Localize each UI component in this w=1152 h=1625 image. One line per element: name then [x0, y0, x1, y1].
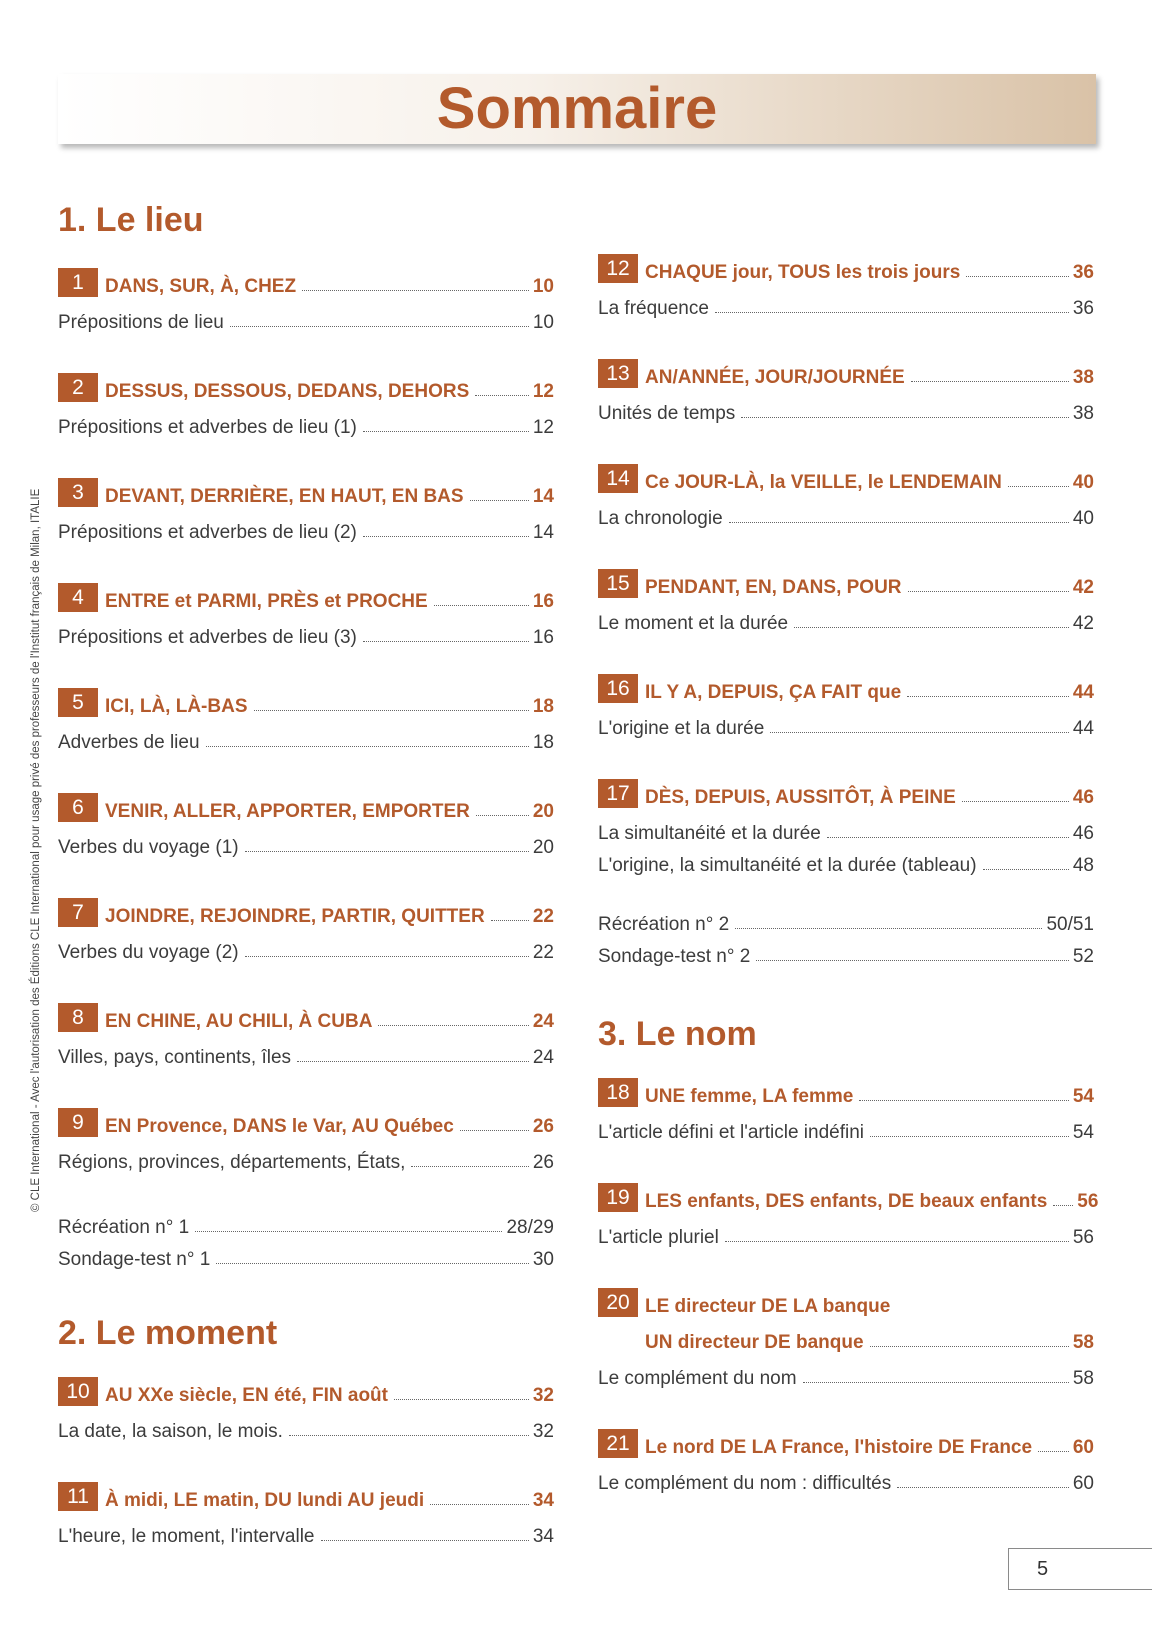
dot-leader	[1038, 1451, 1069, 1452]
lesson-subtitle: Verbes du voyage (2)	[58, 942, 239, 963]
lesson-number-badge: 2	[58, 373, 98, 402]
lesson-number-badge: 3	[58, 478, 98, 507]
lesson-subtitle: La chronologie	[598, 508, 723, 529]
section-title-lieu: 1. Le lieu	[58, 201, 204, 239]
lesson-page: 58	[1072, 1332, 1094, 1353]
dot-leader	[230, 326, 529, 327]
lesson-number-badge: 17	[598, 779, 638, 808]
lesson-number-badge: 18	[598, 1078, 638, 1107]
lesson-subtitle: La date, la saison, le mois.	[58, 1421, 283, 1442]
dot-leader	[460, 1130, 529, 1131]
lesson-sub-page: 24	[532, 1047, 554, 1068]
lesson-page: 12	[532, 381, 554, 402]
lesson-sub-row	[598, 704, 1094, 740]
lesson-sub-row	[598, 845, 1094, 877]
lesson-heading-row	[58, 1371, 554, 1407]
lesson-page: 20	[532, 801, 554, 822]
lesson-page: 18	[532, 696, 554, 717]
dot-leader	[411, 1166, 528, 1167]
lesson-page: 54	[1072, 1086, 1094, 1107]
lesson-heading: AU XXe siècle, EN été, FIN août	[105, 1385, 388, 1406]
lesson-sub-row	[58, 508, 554, 544]
dot-leader	[908, 591, 1069, 592]
dot-leader	[1008, 486, 1069, 487]
dot-leader	[911, 381, 1069, 382]
extra-page: 52	[1072, 946, 1094, 967]
lesson-sub-page: 26	[532, 1152, 554, 1173]
lesson-sub-page: 38	[1072, 403, 1094, 424]
lesson-heading: Ce JOUR-LÀ, la VEILLE, le LENDEMAIN	[645, 472, 1002, 493]
dot-leader	[302, 290, 529, 291]
lesson-sub-page: 20	[532, 837, 554, 858]
lesson-entry	[598, 773, 1094, 877]
lesson-entry	[598, 1282, 1094, 1390]
lesson-entry	[58, 682, 554, 754]
lesson-heading-row	[598, 353, 1094, 389]
lesson-entry	[598, 1423, 1094, 1495]
dot-leader	[297, 1061, 529, 1062]
lesson-number-badge: 10	[58, 1377, 98, 1406]
lesson-heading-row	[598, 248, 1094, 284]
lesson-sub-page: 22	[532, 942, 554, 963]
lesson-page: 26	[532, 1116, 554, 1137]
dot-leader	[434, 605, 529, 606]
dot-leader	[216, 1263, 529, 1264]
lesson-heading-row	[58, 472, 554, 508]
lesson-number-badge: 14	[598, 464, 638, 493]
lesson-heading-row	[598, 668, 1094, 704]
lesson-sub-page: 56	[1072, 1227, 1094, 1248]
lesson-entry	[598, 1072, 1094, 1144]
lesson-heading-row	[58, 1102, 554, 1138]
lesson-page: 60	[1072, 1437, 1094, 1458]
lesson-entry	[598, 668, 1094, 740]
lesson-sub-row	[598, 284, 1094, 320]
lesson-heading: AN/ANNÉE, JOUR/JOURNÉE	[645, 367, 905, 388]
lesson-page: 24	[532, 1011, 554, 1032]
dot-leader	[983, 869, 1069, 870]
extra-row	[58, 1207, 554, 1239]
extra-label: Récréation n° 2	[598, 914, 730, 935]
lesson-sub-page: 32	[532, 1421, 554, 1442]
lesson-sub-row	[58, 403, 554, 439]
lesson-page: 42	[1072, 577, 1094, 598]
lesson-number-badge: 7	[58, 898, 98, 927]
lesson-sub-page: 46	[1072, 823, 1094, 844]
dot-leader	[206, 746, 529, 747]
lesson-sub-page: 10	[532, 312, 554, 333]
lesson-heading: JOINDRE, REJOINDRE, PARTIR, QUITTER	[105, 906, 485, 927]
lesson-number-badge: 21	[598, 1429, 638, 1458]
lesson-sub-page: 60	[1072, 1473, 1094, 1494]
right-column	[598, 248, 1099, 1528]
lesson-subtitle: Unités de temps	[598, 403, 736, 424]
lesson-entry	[598, 1177, 1099, 1249]
lesson-sub-row	[598, 1354, 1094, 1390]
lesson-subtitle: Prépositions et adverbes de lieu (1)	[58, 417, 357, 438]
lesson-entry	[58, 472, 554, 544]
extras-lieu	[58, 1207, 554, 1271]
lesson-sub-row	[58, 298, 554, 334]
lesson-heading-row	[58, 1476, 554, 1512]
lesson-page: 44	[1072, 682, 1094, 703]
lesson-number-badge: 12	[598, 254, 638, 283]
lesson-heading: DESSUS, DESSOUS, DEDANS, DEHORS	[105, 381, 470, 402]
lesson-number-badge: 8	[58, 1003, 98, 1032]
lesson-sub-row	[58, 1138, 554, 1174]
dot-leader	[859, 1100, 1069, 1101]
lesson-heading-row	[598, 1177, 1099, 1213]
dot-leader	[966, 276, 1069, 277]
lesson-heading-line2: UN directeur DE banque	[645, 1332, 864, 1353]
lesson-entry	[58, 1371, 554, 1443]
lesson-heading-row	[598, 458, 1094, 494]
lesson-list-moment-b	[598, 248, 1094, 877]
copyright-note: © CLE International - Avec l'autorisation des Éditions CLE International pour usage privé des professeurs de l'Institut français de Milan, ITALIE	[30, 488, 42, 1212]
lesson-heading: Le nord DE LA France, l'histoire DE France	[645, 1437, 1033, 1458]
dot-leader	[729, 522, 1069, 523]
lesson-heading-row	[58, 682, 554, 718]
dot-leader	[827, 837, 1069, 838]
lesson-sub-page: 44	[1072, 718, 1094, 739]
lesson-heading: DANS, SUR, À, CHEZ	[105, 276, 297, 297]
lesson-page: 32	[532, 1385, 554, 1406]
lesson-heading: LES enfants, DES enfants, DE beaux enfants	[645, 1191, 1048, 1212]
lesson-heading-row	[598, 563, 1094, 599]
lesson-page: 56	[1077, 1191, 1099, 1212]
lesson-sub-row	[58, 1407, 554, 1443]
lesson-list-moment-a	[58, 1371, 554, 1548]
lesson-sub-row	[598, 1213, 1094, 1249]
lesson-heading-row	[58, 262, 554, 298]
dot-leader	[735, 928, 1042, 929]
dot-leader	[430, 1504, 529, 1505]
lesson-entry	[58, 367, 554, 439]
lesson-sub-page: 58	[1072, 1368, 1094, 1389]
lesson-subtitle: Régions, provinces, départements, États,	[58, 1152, 406, 1173]
lesson-page: 16	[532, 591, 554, 612]
lesson-entry	[58, 787, 554, 859]
extra-label: Sondage-test n° 2	[598, 946, 751, 967]
lesson-sub-row	[598, 494, 1094, 530]
lesson-entry	[598, 458, 1094, 530]
lesson-heading-row-2	[598, 1318, 1094, 1354]
lesson-entry	[598, 563, 1094, 635]
dot-leader	[491, 920, 529, 921]
lesson-sub-row	[58, 1033, 554, 1069]
lesson-subtitle: Le complément du nom	[598, 1368, 797, 1389]
dot-leader	[741, 417, 1069, 418]
dot-leader	[289, 1435, 529, 1436]
lesson-number-badge: 1	[58, 268, 98, 297]
lesson-page: 22	[532, 906, 554, 927]
lesson-sub-row	[598, 1108, 1094, 1144]
lesson-subtitle: Verbes du voyage (1)	[58, 837, 239, 858]
lesson-number-badge: 20	[598, 1288, 638, 1317]
lesson-sub-page: 42	[1072, 613, 1094, 634]
extra-row	[58, 1239, 554, 1271]
dot-leader	[363, 641, 529, 642]
lesson-number-badge: 5	[58, 688, 98, 717]
dot-leader	[1053, 1205, 1073, 1206]
lesson-sub-row	[598, 809, 1094, 845]
extra-page: 28/29	[506, 1217, 554, 1238]
lesson-heading: DÈS, DEPUIS, AUSSITÔT, À PEINE	[645, 787, 956, 808]
lesson-list-nom	[598, 1072, 1099, 1495]
lesson-page: 38	[1072, 367, 1094, 388]
lesson-heading-row	[58, 787, 554, 823]
lesson-heading: ENTRE et PARMI, PRÈS et PROCHE	[105, 591, 428, 612]
lesson-sub-page: 12	[532, 417, 554, 438]
lesson-heading: EN Provence, DANS le Var, AU Québec	[105, 1116, 454, 1137]
lesson-sub-row	[598, 389, 1094, 425]
lesson-subtitle: L'article défini et l'article indéfini	[598, 1122, 864, 1143]
lesson-subtitle: Prépositions et adverbes de lieu (2)	[58, 522, 357, 543]
lesson-sub-row	[58, 928, 554, 964]
lesson-heading-row	[58, 577, 554, 613]
dot-leader	[476, 815, 529, 816]
lesson-heading: DEVANT, DERRIÈRE, EN HAUT, EN BAS	[105, 486, 464, 507]
lesson-sub-row	[598, 1459, 1094, 1495]
lesson-number-badge: 15	[598, 569, 638, 598]
lesson-subtitle: Adverbes de lieu	[58, 732, 200, 753]
lesson-number-badge: 19	[598, 1183, 638, 1212]
lesson-entry	[598, 353, 1094, 425]
dot-leader	[770, 732, 1069, 733]
lesson-number-badge: 11	[58, 1482, 98, 1511]
lesson-sub-page: 34	[532, 1526, 554, 1547]
lesson-subtitle: La simultanéité et la durée	[598, 823, 821, 844]
dot-leader	[907, 696, 1069, 697]
dot-leader	[794, 627, 1069, 628]
extra-row	[598, 936, 1094, 968]
dot-leader	[725, 1241, 1069, 1242]
lesson-sub-page: 36	[1072, 298, 1094, 319]
lesson-sub-row	[58, 613, 554, 649]
lesson-heading: LE directeur DE LA banque	[645, 1296, 891, 1317]
lesson-heading: IL Y A, DEPUIS, ÇA FAIT que	[645, 682, 902, 703]
lesson-number-badge: 16	[598, 674, 638, 703]
lesson-heading: VENIR, ALLER, APPORTER, EMPORTER	[105, 801, 470, 822]
lesson-page: 40	[1072, 472, 1094, 493]
lesson-sub-page: 40	[1072, 508, 1094, 529]
dot-leader	[962, 801, 1069, 802]
lesson-heading: ICI, LÀ, LÀ-BAS	[105, 696, 248, 717]
dot-leader	[245, 851, 529, 852]
lesson-entry	[58, 577, 554, 649]
lesson-subtitle: La fréquence	[598, 298, 709, 319]
dot-leader	[870, 1346, 1069, 1347]
lesson-number-badge: 13	[598, 359, 638, 388]
lesson-heading-row	[598, 1072, 1094, 1108]
lesson-sub-row	[58, 823, 554, 859]
lesson-subtitle: L'origine, la simultanéité et la durée (tableau)	[598, 855, 977, 876]
dot-leader	[363, 431, 529, 432]
lesson-sub-row	[58, 1512, 554, 1548]
lesson-sub-page: 14	[532, 522, 554, 543]
lesson-subtitle: Prépositions et adverbes de lieu (3)	[58, 627, 357, 648]
section-title-moment: 2. Le moment	[58, 1314, 278, 1352]
lesson-sub-row	[58, 718, 554, 754]
lesson-heading: EN CHINE, AU CHILI, À CUBA	[105, 1011, 373, 1032]
lesson-heading-row	[598, 1282, 1094, 1318]
extra-page: 30	[532, 1249, 554, 1270]
lesson-subtitle: L'article pluriel	[598, 1227, 719, 1248]
lesson-number-badge: 6	[58, 793, 98, 822]
dot-leader	[803, 1382, 1069, 1383]
lesson-heading-row	[58, 892, 554, 928]
lesson-page: 14	[532, 486, 554, 507]
dot-leader	[715, 312, 1069, 313]
dot-leader	[394, 1399, 529, 1400]
lesson-sub-page: 16	[532, 627, 554, 648]
lesson-sub-page: 18	[532, 732, 554, 753]
lesson-subtitle: Prépositions de lieu	[58, 312, 224, 333]
extra-label: Sondage-test n° 1	[58, 1249, 211, 1270]
lesson-page: 34	[532, 1490, 554, 1511]
extra-label: Récréation n° 1	[58, 1217, 190, 1238]
lesson-page: 36	[1072, 262, 1094, 283]
lesson-page: 46	[1072, 787, 1094, 808]
lesson-heading: CHAQUE jour, TOUS les trois jours	[645, 262, 961, 283]
dot-leader	[870, 1136, 1069, 1137]
lesson-subtitle: Le moment et la durée	[598, 613, 789, 634]
lesson-subtitle: L'heure, le moment, l'intervalle	[58, 1526, 315, 1547]
lesson-sub-page: 54	[1072, 1122, 1094, 1143]
extra-row	[598, 904, 1094, 936]
lesson-heading: UNE femme, LA femme	[645, 1086, 854, 1107]
dot-leader	[195, 1231, 502, 1232]
lesson-number-badge: 9	[58, 1108, 98, 1137]
dot-leader	[321, 1540, 529, 1541]
lesson-subtitle: Villes, pays, continents, îles	[58, 1047, 292, 1068]
extras-moment	[598, 904, 1094, 968]
lesson-entry	[58, 262, 554, 334]
lesson-heading: À midi, LE matin, DU lundi AU jeudi	[105, 1490, 425, 1511]
extra-page: 50/51	[1046, 914, 1094, 935]
title-banner	[58, 74, 1096, 144]
page-number: 5	[1008, 1548, 1152, 1590]
dot-leader	[756, 960, 1069, 961]
dot-leader	[245, 956, 529, 957]
dot-leader	[363, 536, 529, 537]
lesson-entry	[58, 1102, 554, 1174]
lesson-heading-row	[598, 773, 1094, 809]
section-title-nom: 3. Le nom	[598, 1015, 757, 1053]
lesson-subtitle: Le complément du nom : difficultés	[598, 1473, 892, 1494]
left-column	[58, 198, 554, 1581]
dot-leader	[254, 710, 529, 711]
lesson-entry	[58, 1476, 554, 1548]
lesson-entry	[58, 997, 554, 1069]
dot-leader	[475, 395, 529, 396]
lesson-sub-page: 48	[1072, 855, 1094, 876]
lesson-number-badge: 4	[58, 583, 98, 612]
lesson-entry	[58, 892, 554, 964]
lesson-heading: PENDANT, EN, DANS, POUR	[645, 577, 902, 598]
dot-leader	[897, 1487, 1069, 1488]
lesson-heading-row	[58, 367, 554, 403]
page-title: Sommaire	[436, 76, 718, 141]
lesson-list-lieu	[58, 262, 554, 1174]
dot-leader	[378, 1025, 528, 1026]
dot-leader	[470, 500, 529, 501]
lesson-sub-row	[598, 599, 1094, 635]
lesson-subtitle: L'origine et la durée	[598, 718, 765, 739]
lesson-heading-row	[58, 997, 554, 1033]
lesson-heading-row	[598, 1423, 1094, 1459]
lesson-entry	[598, 248, 1094, 320]
lesson-page: 10	[532, 276, 554, 297]
